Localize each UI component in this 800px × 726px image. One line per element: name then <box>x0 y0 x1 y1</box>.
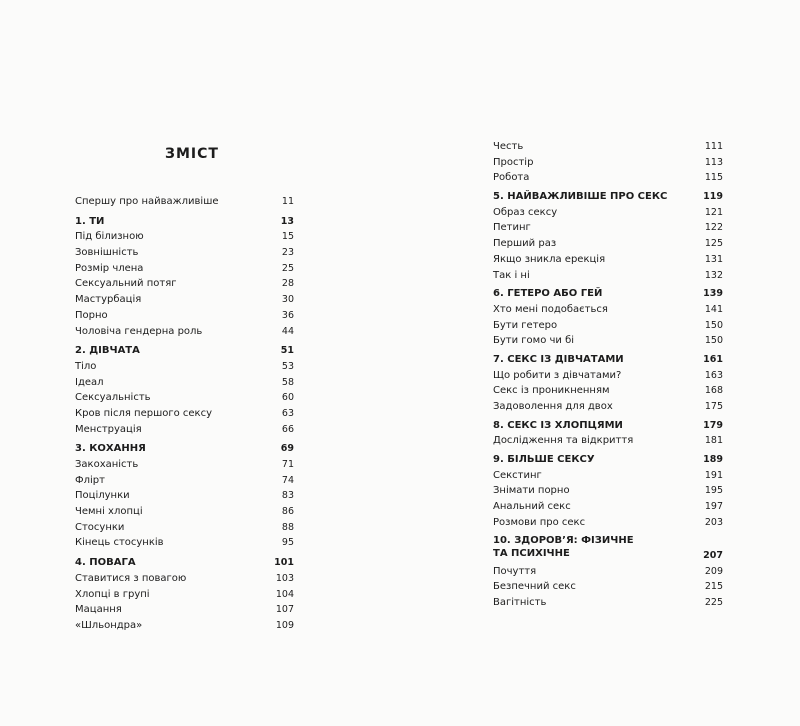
entry-title: Секстинг <box>493 469 542 481</box>
toc-entry[interactable] <box>493 499 723 515</box>
entry-title: Почуття <box>493 565 537 577</box>
entry-title: Якщо зникла ерекція <box>493 253 606 265</box>
toc-entry[interactable] <box>493 399 723 415</box>
chapter-title: 2. ДІВЧАТА <box>75 345 140 357</box>
toc-entry[interactable] <box>75 261 294 277</box>
toc-entry[interactable] <box>493 318 723 334</box>
entry-title: Образ сексу <box>493 206 558 218</box>
entry-title: Так і ні <box>493 269 530 281</box>
toc-entry[interactable] <box>493 220 723 236</box>
toc-chapter <box>75 441 294 551</box>
toc-chapter <box>75 343 294 437</box>
entry-title: Ідеал <box>75 376 104 388</box>
chapter-title: 7. СЕКС ІЗ ДІВЧАТАМИ <box>493 353 624 365</box>
toc-entry[interactable] <box>493 433 723 449</box>
toc-entry[interactable] <box>493 155 723 171</box>
toc-entry[interactable] <box>493 515 723 531</box>
entry-page-number: 175 <box>704 401 723 412</box>
toc-entry[interactable] <box>75 406 294 422</box>
chapter-page-number: 119 <box>703 191 723 203</box>
entry-title: Поцілунки <box>75 490 130 502</box>
entry-title: Сексуальний потяг <box>75 278 177 290</box>
entry-page-number: 132 <box>704 269 723 281</box>
toc-chapter <box>493 534 723 611</box>
entry-title: Ставитися з повагою <box>75 572 187 584</box>
entry-page-number: 115 <box>704 172 723 184</box>
toc-chapter-heading[interactable] <box>75 214 294 230</box>
entry-page-number: 121 <box>704 206 723 218</box>
chapter-title: 3. КОХАННЯ <box>75 443 146 455</box>
toc-entry[interactable] <box>75 473 294 489</box>
toc-entry[interactable] <box>493 170 723 186</box>
toc-entry[interactable] <box>493 579 723 595</box>
entry-page-number: 25 <box>281 262 294 274</box>
entry-page-number: 74 <box>281 474 294 486</box>
toc-entry[interactable] <box>75 422 294 438</box>
toc-entry[interactable] <box>493 483 723 499</box>
toc-entry[interactable] <box>493 333 723 349</box>
entry-title: Стосунки <box>75 521 125 533</box>
entry-title: Вагітність <box>493 596 547 608</box>
chapter-page-number: 139 <box>703 288 723 300</box>
entry-title: Мастурбація <box>75 294 142 306</box>
toc-chapter <box>493 189 723 283</box>
toc-entry[interactable] <box>493 595 723 611</box>
chapter-title: 5. НАЙВАЖЛИВІШЕ ПРО СЕКС <box>493 191 668 203</box>
entry-page-number: 197 <box>704 501 723 513</box>
entry-page-number: 122 <box>704 222 723 234</box>
toc-chapter-heading[interactable] <box>75 343 294 359</box>
entry-title: Честь <box>493 141 524 152</box>
entry-title: Зовнішність <box>75 247 139 259</box>
entry-page-number: 195 <box>704 485 723 497</box>
toc-entry[interactable] <box>493 205 723 221</box>
entry-page-number: 191 <box>704 469 723 481</box>
entry-page-number: 63 <box>281 407 294 419</box>
entry-title: Бути гетеро <box>493 319 558 331</box>
toc-entry[interactable] <box>75 587 294 603</box>
entry-page-number: 168 <box>704 385 723 397</box>
entry-title: Дослідження та відкриття <box>493 435 634 447</box>
entry-title: Знімати порно <box>493 485 570 497</box>
toc-entry[interactable] <box>75 457 294 473</box>
toc-entry[interactable] <box>493 368 723 384</box>
toc-entry[interactable] <box>493 252 723 268</box>
entry-page-number: 109 <box>275 619 294 631</box>
toc-entry[interactable] <box>75 618 294 634</box>
entry-page-number: 107 <box>275 604 294 616</box>
entry-page-number: 131 <box>704 253 723 265</box>
entry-page-number: 150 <box>704 319 723 331</box>
entry-page-number: 36 <box>281 309 294 321</box>
entry-title: Хто мені подобається <box>493 303 608 315</box>
toc-entry[interactable] <box>75 308 294 324</box>
entry-title: Флірт <box>75 474 105 486</box>
toc-right-column <box>493 139 723 614</box>
entry-title: Менструація <box>75 423 142 435</box>
entry-page-number: 83 <box>281 490 294 502</box>
toc-entry[interactable] <box>75 245 294 261</box>
entry-title: Що робити з дівчатами? <box>493 369 622 381</box>
entry-title: Розмір члена <box>75 262 144 274</box>
entry-title: Кінець стосунків <box>75 537 164 549</box>
toc-entry[interactable] <box>75 488 294 504</box>
toc-entry[interactable] <box>75 504 294 520</box>
chapter-page-number: 161 <box>703 353 723 365</box>
entry-page-number: 215 <box>704 581 723 593</box>
chapter-page-number: 11 <box>281 196 294 207</box>
toc-entry[interactable] <box>493 302 723 318</box>
chapter-page-number: 179 <box>703 419 723 431</box>
entry-page-number: 125 <box>704 238 723 250</box>
toc-chapter <box>75 555 294 633</box>
entry-page-number: 203 <box>704 516 723 528</box>
chapter-page-number: 101 <box>274 557 294 569</box>
entry-page-number: 66 <box>281 423 294 435</box>
entry-title: Чоловіча гендерна роль <box>75 325 203 337</box>
toc-entry[interactable] <box>75 324 294 340</box>
toc-entry[interactable] <box>493 564 723 580</box>
chapter-title: 4. ПОВАГА <box>75 557 136 569</box>
entry-title: Сексуальність <box>75 392 151 404</box>
entry-page-number: 44 <box>281 325 294 337</box>
chapter-title: Спершу про найважливіше <box>75 196 219 207</box>
entry-title: Чемні хлопці <box>75 506 143 518</box>
chapter-title: 6. ГЕТЕРО АБО ГЕЙ <box>493 288 603 300</box>
toc-entry[interactable] <box>493 468 723 484</box>
toc-chapter-heading[interactable] <box>493 352 723 368</box>
entry-title: Кров після першого сексу <box>75 407 213 419</box>
toc-entry[interactable] <box>493 236 723 252</box>
entry-title: Бути гомо чи бі <box>493 335 575 347</box>
toc-chapter-heading[interactable] <box>493 534 723 564</box>
toc-chapter-heading[interactable] <box>75 194 294 210</box>
entry-page-number: 150 <box>704 335 723 347</box>
entry-page-number: 225 <box>704 596 723 608</box>
entry-title: Тіло <box>75 360 97 372</box>
toc-entry[interactable] <box>75 276 294 292</box>
toc-entry[interactable] <box>75 571 294 587</box>
entry-title: Під білизною <box>75 231 144 243</box>
toc-entry[interactable] <box>75 292 294 308</box>
toc-entry[interactable] <box>75 602 294 618</box>
chapter-page-number: 207 <box>703 549 723 561</box>
entry-title: Розмови про секс <box>493 516 586 528</box>
entry-page-number: 58 <box>281 376 294 388</box>
toc-entry[interactable] <box>75 520 294 536</box>
chapter-title: 10. ЗДОРОВ’Я: ФІЗИЧНЕ ТА ПСИХІЧНЕ <box>493 534 634 559</box>
toc-chapter-heading[interactable] <box>75 441 294 457</box>
entry-title: «Шльондра» <box>75 619 143 631</box>
chapter-title: 1. ТИ <box>75 215 105 227</box>
toc-title: ЗМІСТ <box>165 146 219 162</box>
entry-page-number: 53 <box>281 360 294 372</box>
entry-title: Секс із проникненням <box>493 385 610 397</box>
chapter-page-number: 189 <box>703 454 723 466</box>
toc-left-column <box>75 194 294 638</box>
entry-page-number: 113 <box>704 156 723 168</box>
chapter-page-number: 69 <box>280 443 294 455</box>
entry-page-number: 181 <box>704 435 723 447</box>
toc-chapter-heading[interactable] <box>493 452 723 468</box>
toc-entry[interactable] <box>75 359 294 375</box>
chapter-page-number: 51 <box>280 345 294 357</box>
entry-page-number: 28 <box>281 278 294 290</box>
entry-title: Анальний секс <box>493 501 571 513</box>
toc-entry[interactable] <box>493 139 723 155</box>
chapter-title: 8. СЕКС ІЗ ХЛОПЦЯМИ <box>493 419 623 431</box>
entry-title: Закоханість <box>75 459 139 470</box>
entry-page-number: 60 <box>281 392 294 404</box>
entry-title: Мацання <box>75 604 122 616</box>
toc-chapter-heading[interactable] <box>493 418 723 434</box>
toc-chapter <box>493 418 723 449</box>
toc-entry[interactable] <box>493 268 723 284</box>
entry-page-number: 103 <box>275 572 294 584</box>
toc-chapter <box>493 452 723 530</box>
chapter-title: 9. БІЛЬШЕ СЕКСУ <box>493 454 595 466</box>
entry-page-number: 95 <box>281 537 294 549</box>
toc-chapter <box>493 139 723 186</box>
entry-title: Перший раз <box>493 238 557 250</box>
entry-page-number: 71 <box>281 459 294 470</box>
entry-title: Порно <box>75 309 108 321</box>
toc-chapter <box>75 214 294 340</box>
entry-page-number: 209 <box>704 565 723 577</box>
toc-entry[interactable] <box>75 535 294 551</box>
toc-entry[interactable] <box>75 390 294 406</box>
toc-entry[interactable] <box>75 229 294 245</box>
entry-title: Петинг <box>493 222 531 234</box>
entry-page-number: 141 <box>704 303 723 315</box>
entry-title: Робота <box>493 172 530 184</box>
entry-title: Простір <box>493 156 534 168</box>
toc-chapter-heading[interactable] <box>493 286 723 302</box>
entry-title: Безпечний секс <box>493 581 576 593</box>
chapter-page-number: 13 <box>280 215 294 227</box>
right-page <box>400 0 800 726</box>
entry-page-number: 88 <box>281 521 294 533</box>
toc-chapter <box>493 286 723 349</box>
entry-title: Хлопці в групі <box>75 588 150 600</box>
entry-page-number: 15 <box>281 231 294 243</box>
toc-entry[interactable] <box>75 375 294 391</box>
entry-page-number: 104 <box>275 588 294 600</box>
entry-title: Задоволення для двох <box>493 401 613 412</box>
entry-page-number: 30 <box>281 294 294 306</box>
toc-chapter <box>493 352 723 415</box>
entry-page-number: 86 <box>281 506 294 518</box>
toc-entry[interactable] <box>493 383 723 399</box>
toc-chapter <box>75 194 294 210</box>
entry-page-number: 23 <box>281 247 294 259</box>
toc-chapter-heading[interactable] <box>75 555 294 571</box>
toc-chapter-heading[interactable] <box>493 189 723 205</box>
entry-page-number: 111 <box>704 141 723 152</box>
entry-page-number: 163 <box>704 369 723 381</box>
